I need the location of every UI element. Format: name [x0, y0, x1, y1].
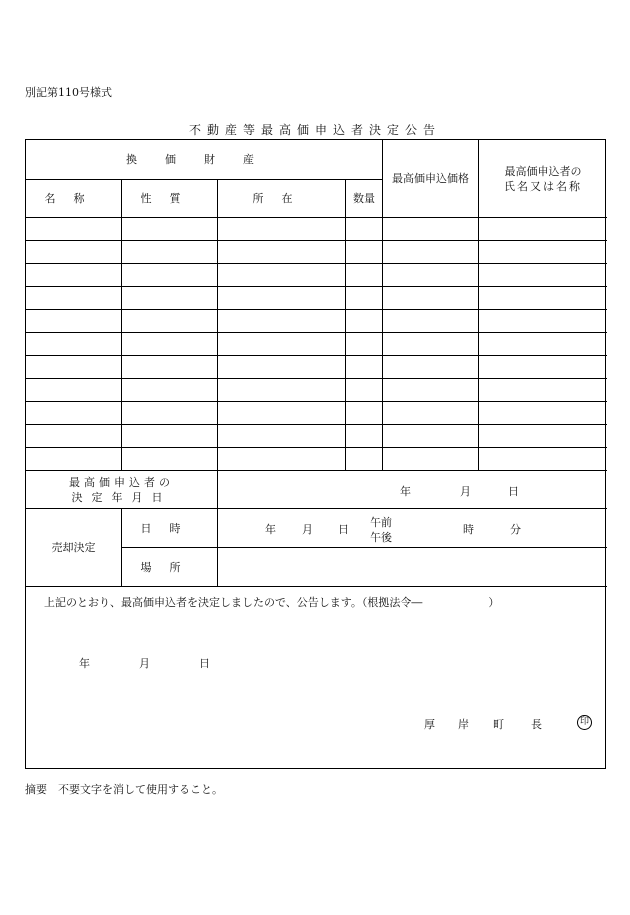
- row-line: [26, 355, 607, 356]
- signature-char: 長: [531, 718, 542, 731]
- row-line: [26, 286, 607, 287]
- row-line: [26, 263, 607, 264]
- notice-form: [25, 139, 606, 769]
- notice-year: 年: [79, 657, 90, 670]
- col-nature-header: [122, 180, 217, 217]
- notice-text: 上記のとおり、最高価申込者を決定しましたので、公告します。（根拠法令― ）: [44, 596, 500, 609]
- bidder-name-label-line1: 最高価申込者の: [504, 164, 582, 178]
- sale-divider: [217, 508, 218, 586]
- seal-mark: 印: [577, 715, 592, 730]
- bidder-name-label-line2: 氏名又は名称: [504, 179, 582, 193]
- row-line: [26, 309, 607, 310]
- sale-place-label: 場所: [140, 560, 199, 574]
- sale-pm: 午後: [370, 531, 392, 544]
- row-line: [26, 447, 607, 448]
- sale-month: 月: [302, 523, 313, 536]
- sale-place-label-cell: [122, 548, 217, 586]
- highest-bid-price-header: [383, 140, 478, 217]
- decision-day: 日: [508, 485, 519, 498]
- exchange-property-label: 換価財産: [126, 153, 282, 166]
- sale-minute: 分: [510, 523, 521, 536]
- col-location-header: [218, 180, 345, 217]
- sale-hour: 時: [463, 523, 474, 536]
- page-title: 不動産等最高価申込者決定公告: [188, 123, 441, 137]
- footnote: 摘要 不要文字を消して使用すること。: [25, 783, 223, 796]
- sale-datetime-label: 日時: [140, 521, 199, 535]
- col-name-label: 名称: [44, 192, 103, 205]
- row-line: [26, 332, 607, 333]
- decision-label-line2: 決定年月日: [71, 490, 172, 504]
- sale-decision-label-cell: [26, 509, 121, 586]
- col-nature-label: 性質: [140, 192, 199, 205]
- row-line: [26, 240, 607, 241]
- col-quantity-header: [346, 180, 382, 217]
- decision-label-line1: 最高価申込者の: [69, 475, 174, 489]
- sale-day: 日: [338, 523, 349, 536]
- sale-year: 年: [265, 523, 276, 536]
- signature-char: 厚: [424, 718, 435, 731]
- decision-date-label-cell: [26, 471, 217, 508]
- row-line: [26, 401, 607, 402]
- decision-divider: [217, 470, 218, 508]
- signature-char: 町: [493, 718, 504, 731]
- row-line: [26, 378, 607, 379]
- col-line: [217, 179, 218, 470]
- sale-decision-label: 売却決定: [51, 541, 96, 554]
- notice-day: 日: [199, 657, 210, 670]
- header-bottom-line: [26, 217, 607, 218]
- sale-bottom-line: [26, 586, 607, 587]
- form-number: 別記第110号様式: [25, 86, 112, 99]
- decision-month: 月: [460, 485, 471, 498]
- highest-bid-price-label: 最高価申込価格: [392, 172, 469, 185]
- sale-am: 午前: [370, 516, 392, 529]
- col-location-label: 所在: [252, 192, 311, 205]
- col-name-header: [26, 180, 121, 217]
- signature-char: 岸: [458, 718, 469, 731]
- notice-month: 月: [139, 657, 150, 670]
- col-line: [345, 179, 346, 470]
- sale-datetime-label-cell: [122, 509, 217, 547]
- decision-year: 年: [400, 485, 411, 498]
- col-line: [121, 179, 122, 470]
- row-line: [26, 424, 607, 425]
- bidder-name-header: [479, 140, 607, 217]
- exchange-property-header: [26, 140, 382, 179]
- col-quantity-label: 数量: [353, 192, 375, 205]
